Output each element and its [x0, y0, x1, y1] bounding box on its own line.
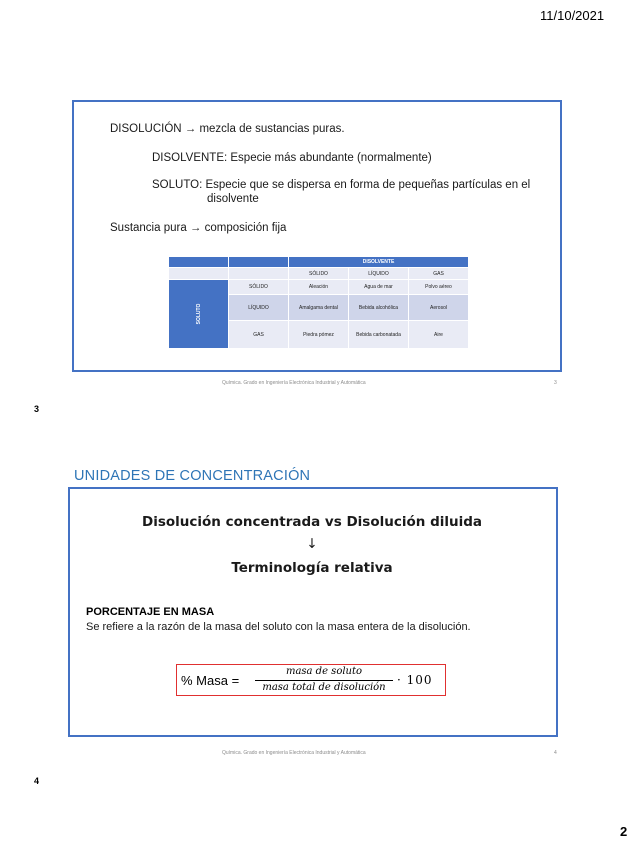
- disolucion-definition: DISOLUCIÓN → mezcla de sustancias puras.: [110, 123, 345, 135]
- table-cell: Amalgama dental: [289, 295, 349, 321]
- table-corner-cell: [169, 257, 229, 268]
- table-cell: Agua de mar: [349, 280, 409, 295]
- column-header-solido: SÓLIDO: [289, 268, 349, 280]
- table-cell: Bebida carbonatada: [349, 321, 409, 349]
- sustancia-pura-definition: Sustancia pura → composición fija: [110, 222, 287, 234]
- fraction-bar: [255, 680, 393, 681]
- table-cell: Aleación: [289, 280, 349, 295]
- row-label-solido: SÓLIDO: [229, 280, 289, 295]
- slide-footer: Química. Grado en Ingeniería Electrónica Industrial y Automática: [222, 380, 366, 386]
- slide-label-number: 3: [34, 404, 40, 414]
- table-cell: Bebida alcohólica: [349, 295, 409, 321]
- table-blank-cell: [169, 268, 229, 280]
- formula-numerator: masa de soluto: [285, 666, 363, 677]
- slide-footer: Química. Grado en Ingeniería Electrónica Industrial y Automática: [222, 750, 366, 756]
- formula-denominator: masa total de disolución: [262, 682, 386, 693]
- row-label-gas: GAS: [229, 321, 289, 349]
- disolucion-types-table: [168, 256, 469, 349]
- soluto-label: SOLUTO: [195, 303, 202, 325]
- table-corner-cell: [229, 257, 289, 268]
- page-number: 2: [620, 824, 628, 839]
- column-header-liquido: LÍQUIDO: [349, 268, 409, 280]
- concentrada-vs-diluida-heading: Disolución concentrada vs Disolución diluida: [141, 514, 482, 530]
- soluto-definition-continued: disolvente: [207, 193, 259, 205]
- disolvente-header: DISOLVENTE: [289, 257, 469, 268]
- table-blank-cell: [229, 268, 289, 280]
- porcentaje-masa-description: Se refiere a la razón de la masa del soluto con la masa entera de la disolución.: [86, 621, 471, 633]
- soluto-row-group: [169, 280, 229, 349]
- print-date: 11/10/2021: [540, 8, 605, 23]
- column-header-gas: GAS: [409, 268, 469, 280]
- soluto-definition: SOLUTO: Especie que se dispersa en forma de pequeñas partículas en el: [152, 179, 531, 191]
- porcentaje-masa-heading: PORCENTAJE EN MASA: [86, 606, 215, 618]
- table-cell: Polvo aéreo: [409, 280, 469, 295]
- row-label-liquido: LÍQUIDO: [229, 295, 289, 321]
- slide-number: 4: [554, 750, 557, 756]
- disolvente-definition: DISOLVENTE: Especie más abundante (normalmente): [152, 152, 432, 164]
- table-cell: Aire: [409, 321, 469, 349]
- table-cell: Aerosol: [409, 295, 469, 321]
- section-title: UNIDADES DE CONCENTRACIÓN: [74, 468, 311, 484]
- formula-rhs: · 100: [397, 673, 433, 687]
- down-arrow: ↓: [306, 536, 318, 552]
- terminologia-relativa-heading: Terminología relativa: [231, 560, 393, 576]
- formula-lhs: % Masa =: [181, 673, 240, 688]
- table-cell: Piedra pómez: [289, 321, 349, 349]
- slide-label-number: 4: [34, 776, 40, 786]
- mass-percentage-formula: [176, 664, 446, 696]
- slide-number: 3: [554, 380, 557, 386]
